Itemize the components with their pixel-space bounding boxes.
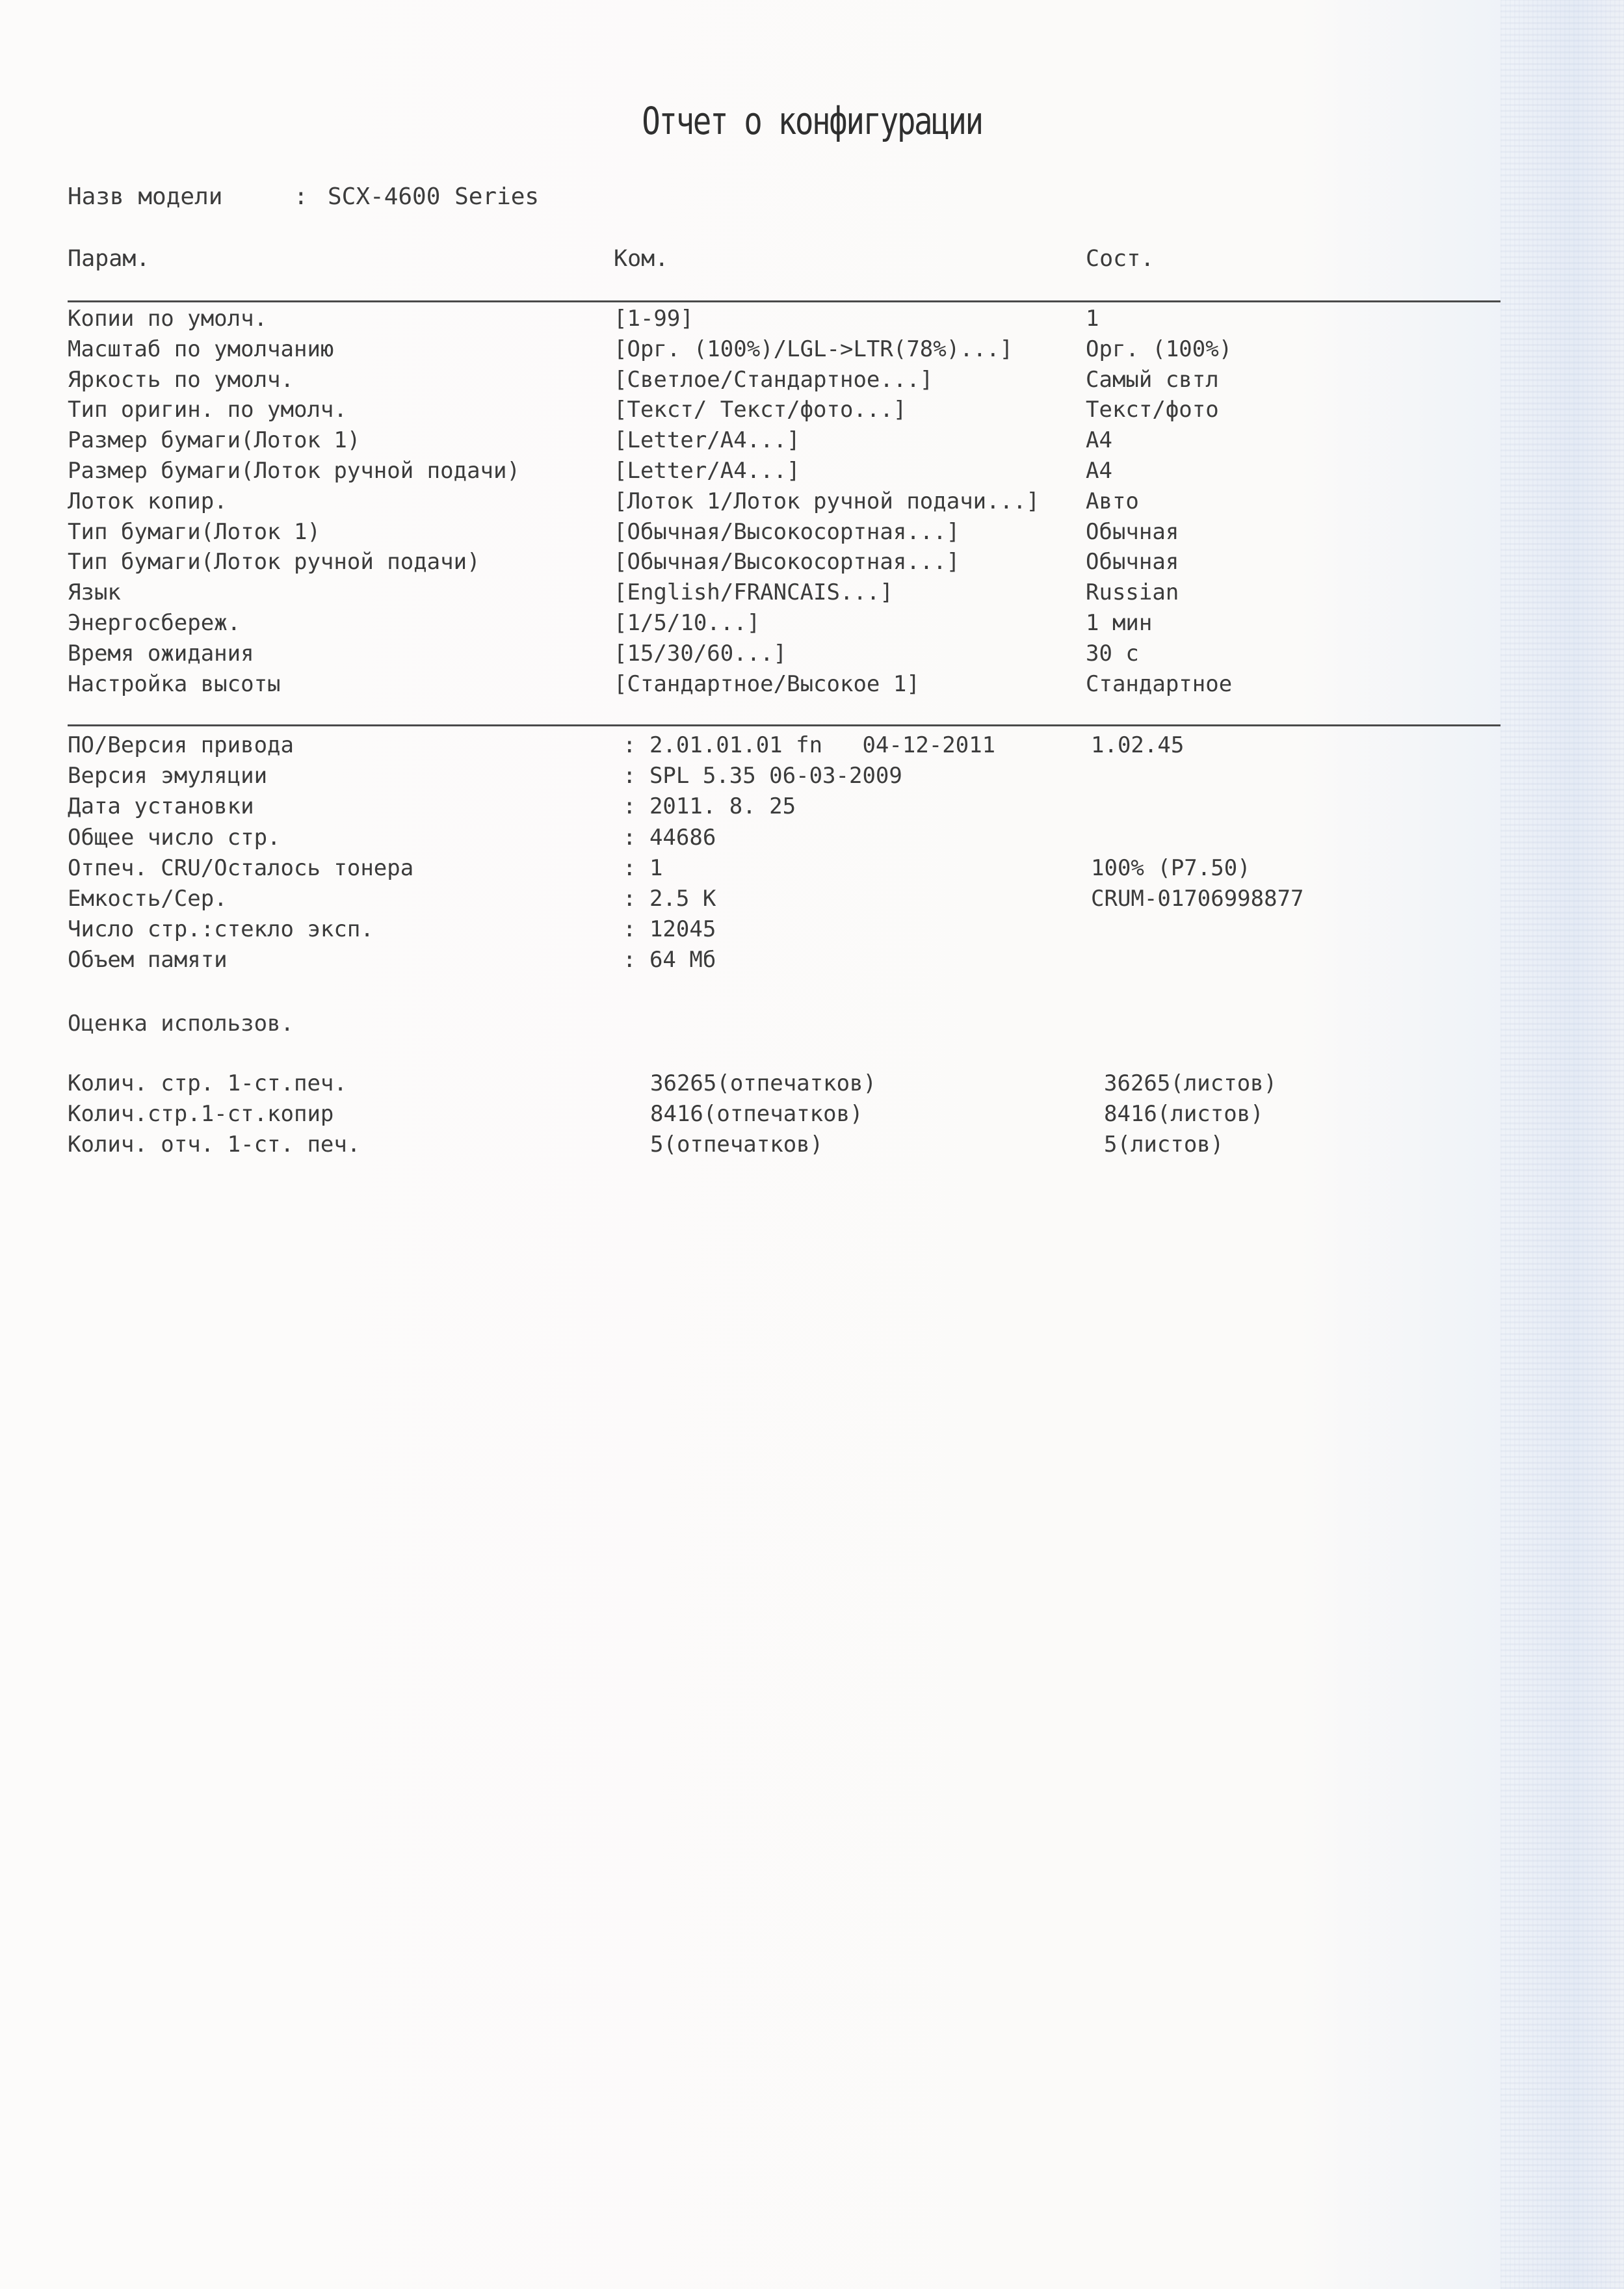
model-separator: : xyxy=(294,183,308,210)
info-param: ПО/Версия привода xyxy=(68,732,294,758)
settings-row xyxy=(0,397,1624,427)
usage-param: Колич.стр.1-ст.копир xyxy=(68,1101,334,1127)
model-line xyxy=(68,183,539,210)
setting-param: Тип бумаги(Лоток 1) xyxy=(68,518,321,545)
info-value: : 2.01.01.01 fn 04-12-2011 xyxy=(623,732,996,758)
info-param: Дата установки xyxy=(68,793,254,820)
info-param: Общее число стр. xyxy=(68,824,281,851)
settings-row xyxy=(0,641,1624,670)
setting-cmd: [Текст/ Текст/фото...] xyxy=(614,397,907,423)
header-state: Сост. xyxy=(1086,246,1155,272)
info-value: : 12045 xyxy=(623,916,716,943)
usage-sheets: 8416(листов) xyxy=(1104,1101,1264,1127)
setting-state: Russian xyxy=(1086,579,1179,606)
info-value: : 2011. 8. 25 xyxy=(623,793,796,820)
usage-param: Колич. стр. 1-ст.печ. xyxy=(68,1070,347,1096)
setting-cmd: [Орг. (100%)/LGL->LTR(78%)...] xyxy=(614,336,1014,362)
setting-param: Копии по умолч. xyxy=(68,306,268,332)
setting-state: Обычная xyxy=(1086,518,1179,545)
setting-param: Тип оригин. по умолч. xyxy=(68,397,347,423)
usage-label: Оценка использов. xyxy=(68,1011,294,1037)
setting-state: A4 xyxy=(1086,458,1112,484)
page-title: Отчет о конфигурации xyxy=(642,99,982,143)
header-row xyxy=(0,246,1624,276)
info-value: : 2.5 K xyxy=(623,886,716,912)
info-value: : 1 xyxy=(623,854,663,881)
info-row xyxy=(0,855,1624,885)
settings-row xyxy=(0,367,1624,397)
settings-row xyxy=(0,671,1624,701)
setting-param: Яркость по умолч. xyxy=(68,366,294,393)
setting-cmd: [1-99] xyxy=(614,306,694,332)
setting-param: Время ожидания xyxy=(68,640,254,667)
settings-row xyxy=(0,579,1624,609)
setting-state: Орг. (100%) xyxy=(1086,336,1233,362)
info-row xyxy=(0,916,1624,946)
settings-divider xyxy=(68,724,1500,726)
info-row xyxy=(0,825,1624,854)
setting-param: Энергосбереж. xyxy=(68,610,241,636)
setting-state: A4 xyxy=(1086,427,1112,454)
setting-cmd: [Обычная/Высокосортная...] xyxy=(614,518,960,545)
setting-state: Авто xyxy=(1086,488,1139,514)
usage-row xyxy=(0,1131,1624,1161)
settings-row xyxy=(0,549,1624,579)
info-param: Отпеч. CRU/Осталось тонера xyxy=(68,854,414,881)
info-value: : 64 Мб xyxy=(623,947,716,973)
setting-param: Лоток копир. xyxy=(68,488,228,514)
setting-cmd: [Светлое/Стандартное...] xyxy=(614,366,934,393)
info-row xyxy=(0,793,1624,823)
settings-row xyxy=(0,306,1624,336)
setting-cmd: [Letter/A4...] xyxy=(614,427,800,454)
settings-row xyxy=(0,519,1624,549)
setting-param: Язык xyxy=(68,579,121,606)
info-extra: 100% (P7.50) xyxy=(1091,854,1251,881)
setting-cmd: [Обычная/Высокосортная...] xyxy=(614,549,960,576)
info-param: Емкость/Сер. xyxy=(68,886,228,912)
setting-state: Стандартное xyxy=(1086,670,1233,697)
settings-row xyxy=(0,488,1624,518)
info-row xyxy=(0,947,1624,977)
header-param: Парам. xyxy=(68,246,150,272)
setting-cmd: [Стандартное/Высокое 1] xyxy=(614,670,920,697)
usage-sheets: 5(листов) xyxy=(1104,1131,1224,1158)
usage-prints: 5(отпечатков) xyxy=(650,1131,824,1158)
setting-param: Размер бумаги(Лоток ручной подачи) xyxy=(68,458,520,484)
info-row xyxy=(0,886,1624,916)
setting-state: Обычная xyxy=(1086,549,1179,576)
info-row xyxy=(0,763,1624,793)
model-label: Назв модели xyxy=(68,183,223,210)
setting-cmd: [Letter/A4...] xyxy=(614,458,800,484)
setting-cmd: [15/30/60...] xyxy=(614,640,787,667)
usage-prints: 8416(отпечатков) xyxy=(650,1101,863,1127)
setting-cmd: [1/5/10...] xyxy=(614,610,761,636)
settings-row xyxy=(0,458,1624,488)
setting-state: 1 мин xyxy=(1086,610,1153,636)
info-extra: CRUM-01706998877 xyxy=(1091,886,1304,912)
info-value: : SPL 5.35 06-03-2009 xyxy=(623,763,902,789)
usage-sheets: 36265(листов) xyxy=(1104,1070,1277,1096)
settings-row xyxy=(0,427,1624,457)
setting-state: 30 с xyxy=(1086,640,1139,667)
settings-row xyxy=(0,336,1624,366)
info-row xyxy=(0,732,1624,762)
header-divider xyxy=(68,300,1500,302)
model-value: SCX-4600 Series xyxy=(328,183,540,210)
setting-param: Настройка высоты xyxy=(68,670,281,697)
info-param: Объем памяти xyxy=(68,947,228,973)
info-value: : 44686 xyxy=(623,824,716,851)
setting-cmd: [Лоток 1/Лоток ручной подачи...] xyxy=(614,488,1040,514)
usage-prints: 36265(отпечатков) xyxy=(650,1070,876,1096)
usage-param: Колич. отч. 1-ст. печ. xyxy=(68,1131,361,1158)
setting-param: Размер бумаги(Лоток 1) xyxy=(68,427,361,454)
setting-state: Самый свтл xyxy=(1086,366,1219,393)
info-param: Версия эмуляции xyxy=(68,763,268,789)
setting-state: Текст/фото xyxy=(1086,397,1219,423)
setting-state: 1 xyxy=(1086,306,1099,332)
settings-row xyxy=(0,610,1624,640)
header-cmd: Ком. xyxy=(614,246,669,272)
usage-row xyxy=(0,1101,1624,1131)
setting-param: Тип бумаги(Лоток ручной подачи) xyxy=(68,549,480,576)
info-param: Число стр.:стекло эксп. xyxy=(68,916,374,943)
usage-row xyxy=(0,1070,1624,1100)
info-extra: 1.02.45 xyxy=(1091,732,1185,758)
setting-param: Масштаб по умолчанию xyxy=(68,336,334,362)
setting-cmd: [English/FRANCAIS...] xyxy=(614,579,893,606)
